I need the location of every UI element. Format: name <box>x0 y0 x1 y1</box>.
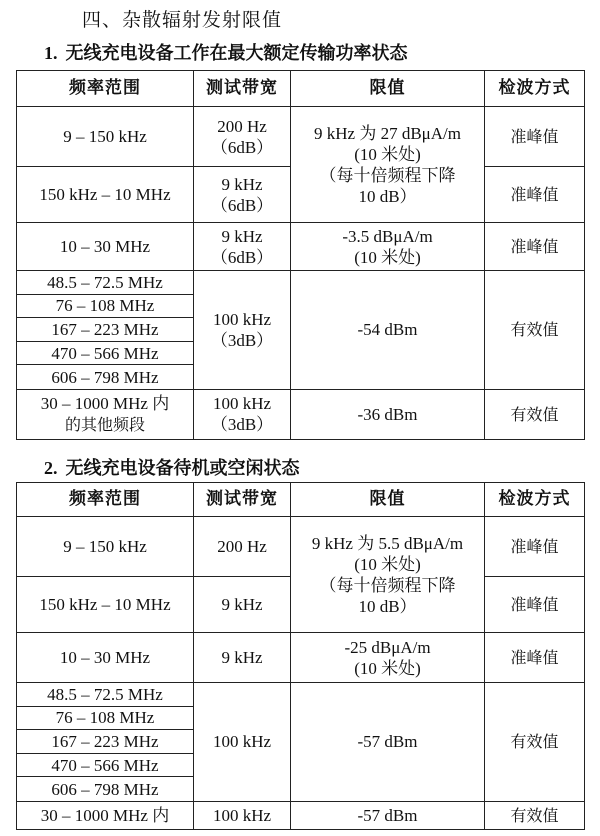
freq-cell: 150 kHz – 10 MHz <box>17 167 194 223</box>
freq-subrow: 167 – 223 MHz <box>17 730 193 754</box>
freq-subrow: 606 – 798 MHz <box>51 367 159 387</box>
limit-line: 9 kHz 为 5.5 dBμA/m <box>311 533 464 553</box>
detector-cell: 有效值 <box>485 389 585 439</box>
freq-cell: 150 kHz – 10 MHz <box>17 577 194 633</box>
table2-caption <box>44 454 300 480</box>
limit-line: (10 米处) <box>354 658 421 678</box>
freq-subrow: 76 – 108 MHz <box>17 707 193 731</box>
detector-cell: 准峰值 <box>485 223 585 271</box>
table-row <box>17 389 585 439</box>
table-row <box>17 223 585 271</box>
bandwidth-db: （3dB） <box>210 415 274 435</box>
detector-cell: 准峰值 <box>485 107 585 167</box>
header-bandwidth: 测试带宽 <box>194 71 291 107</box>
header-limit: 限值 <box>291 71 485 107</box>
bandwidth-cell <box>194 223 291 271</box>
bandwidth-value: 9 kHz <box>221 226 263 246</box>
limit-line: (10 米处) <box>354 554 421 574</box>
table1-caption <box>44 39 408 65</box>
bandwidth-cell: 100 kHz <box>194 683 291 802</box>
header-detector: 检波方式 <box>485 483 585 517</box>
limit-cell <box>291 633 485 683</box>
bandwidth-cell <box>194 107 291 167</box>
detector-cell: 准峰值 <box>485 577 585 633</box>
table-row <box>17 683 585 802</box>
freq-subrow: 470 – 566 MHz <box>17 754 193 778</box>
header-limit: 限值 <box>291 483 485 517</box>
limit-line: 10 dB） <box>358 186 417 206</box>
freq-subrow: 48.5 – 72.5 MHz <box>17 271 193 295</box>
header-freq-range: 频率范围 <box>17 483 194 517</box>
limit-line: （每十倍频程下降 <box>319 165 456 185</box>
header-bandwidth: 测试带宽 <box>194 483 291 517</box>
limit-cell <box>291 107 485 223</box>
limit-cell: -57 dBm <box>291 801 485 829</box>
detector-cell: 有效值 <box>485 801 585 829</box>
bandwidth-cell: 9 kHz <box>194 577 291 633</box>
limit-cell: -57 dBm <box>291 683 485 802</box>
freq-cell <box>17 389 194 439</box>
limit-cell: -54 dBm <box>291 271 485 390</box>
bandwidth-cell: 200 Hz <box>194 517 291 577</box>
limit-line: -3.5 dBμA/m <box>342 226 433 246</box>
bandwidth-db: （6dB） <box>210 195 274 215</box>
header-detector: 检波方式 <box>485 71 585 107</box>
freq-cell: 10 – 30 MHz <box>17 223 194 271</box>
bandwidth-cell: 9 kHz <box>194 633 291 683</box>
freq-subrow: 606 – 798 MHz <box>51 779 159 799</box>
limit-line: (10 米处) <box>354 247 421 267</box>
detector-cell: 有效值 <box>485 271 585 390</box>
bandwidth-value: 100 kHz <box>212 309 272 329</box>
bandwidth-value: 9 kHz <box>221 174 263 194</box>
bandwidth-cell <box>194 271 291 390</box>
limit-cell: -36 dBm <box>291 389 485 439</box>
bandwidth-db: （3dB） <box>210 330 274 350</box>
freq-line: 的其他频段 <box>64 415 145 435</box>
limit-cell <box>291 517 485 633</box>
section-heading: 四、杂散辐射发射限值 <box>82 9 283 31</box>
bandwidth-cell: 100 kHz <box>194 801 291 829</box>
table1-number: 1. <box>44 43 58 63</box>
table2-number: 2. <box>44 458 58 478</box>
limit-cell <box>291 223 485 271</box>
table-row <box>17 801 585 829</box>
freq-subrow: 48.5 – 72.5 MHz <box>17 683 193 707</box>
bandwidth-db: （6dB） <box>210 137 274 157</box>
freq-cell: 9 – 150 kHz <box>17 517 194 577</box>
detector-cell: 准峰值 <box>485 517 585 577</box>
table-row <box>17 517 585 577</box>
bandwidth-cell <box>194 167 291 223</box>
freq-subrow: 76 – 108 MHz <box>17 295 193 319</box>
limit-line: 10 dB） <box>358 596 417 616</box>
freq-cell: 30 – 1000 MHz 内 <box>17 801 194 829</box>
detector-cell: 准峰值 <box>485 167 585 223</box>
bandwidth-value: 100 kHz <box>212 394 272 414</box>
table2-header-row <box>17 483 585 517</box>
bandwidth-db: （6dB） <box>210 247 274 267</box>
table1-header-row <box>17 71 585 107</box>
bandwidth-cell <box>194 389 291 439</box>
freq-cell: 10 – 30 MHz <box>17 633 194 683</box>
table1-title: 无线充电设备工作在最大额定传输功率状态 <box>65 43 408 64</box>
freq-subrow: 470 – 566 MHz <box>17 342 193 366</box>
header-freq-range: 频率范围 <box>17 71 194 107</box>
limit-line: (10 米处) <box>354 144 421 164</box>
limit-line: 9 kHz 为 27 dBμA/m <box>314 123 461 143</box>
bandwidth-value: 200 Hz <box>217 116 267 136</box>
freq-list-cell <box>17 271 194 390</box>
detector-cell: 有效值 <box>485 683 585 802</box>
table2-title: 无线充电设备待机或空闲状态 <box>65 458 300 479</box>
limit-line: （每十倍频程下降 <box>319 575 456 595</box>
freq-subrow: 167 – 223 MHz <box>17 318 193 342</box>
freq-cell: 9 – 150 kHz <box>17 107 194 167</box>
table1 <box>16 70 585 440</box>
freq-line: 30 – 1000 MHz 内 <box>40 394 170 414</box>
freq-list-cell <box>17 683 194 802</box>
table-row <box>17 633 585 683</box>
detector-cell: 准峰值 <box>485 633 585 683</box>
table-row <box>17 107 585 167</box>
table2 <box>16 482 585 830</box>
limit-line: -25 dBμA/m <box>344 637 431 657</box>
table-row <box>17 271 585 390</box>
